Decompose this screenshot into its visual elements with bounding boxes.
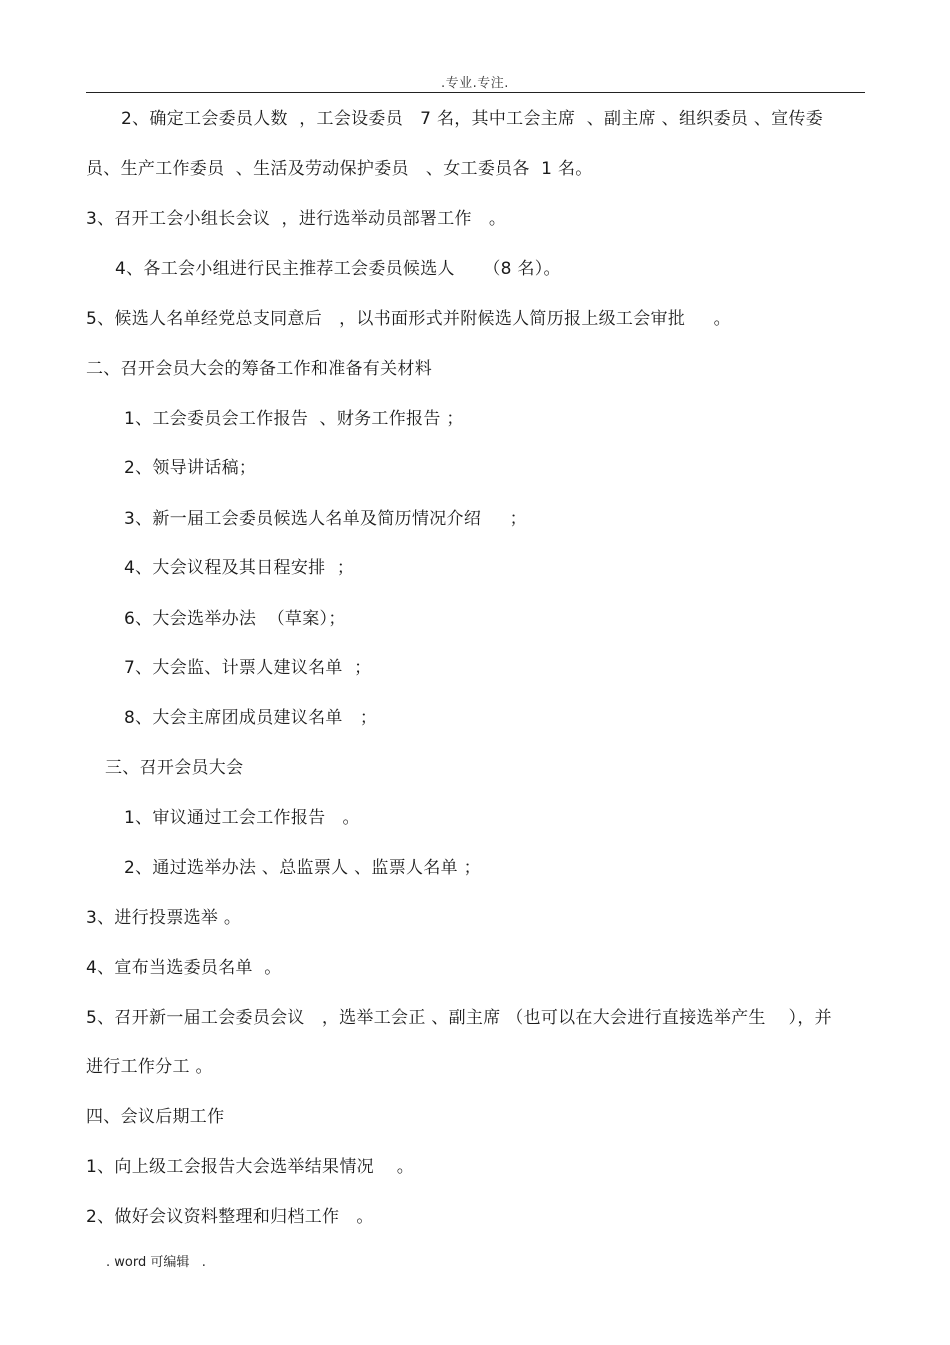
section-heading: 三、召开会员大会: [105, 758, 244, 778]
header-text: .专业.专注.: [441, 76, 509, 91]
list-item: 3、进行投票选举 。: [86, 908, 242, 928]
text-line: 员、生产工作委员 、生活及劳动保护委员 、女工委员各 1 名。: [86, 159, 593, 179]
list-item: 5、召开新一届工会委员会议 ，选举工会正 、副主席 （也可以在大会进行直接选举产生 ），并: [86, 1008, 832, 1028]
list-item: 2、领导讲话稿；: [124, 458, 257, 478]
list-item: 6、大会选举办法 （草案）；: [124, 609, 346, 629]
list-item: 1、工会委员会工作报告 、财务工作报告 ；: [124, 409, 464, 429]
page-footer: . word 可编辑 .: [106, 1255, 206, 1270]
text-line: 2、确定工会委员人数 ，工会设委员 7 名，其中工会主席 、副主席 、组织委员 、宣传委: [121, 109, 824, 129]
list-item: 8、大会主席团成员建议名单 ；: [124, 708, 378, 728]
list-item: 4、大会议程及其日程安排 ；: [124, 558, 355, 578]
text-line: 5、候选人名单经党总支同意后 ，以书面形式并附候选人简历报上级工会审批 。: [86, 309, 731, 329]
list-item: 1、审议通过工会工作报告 。: [124, 808, 360, 828]
list-item: 4、宣布当选委员名单 。: [86, 958, 282, 978]
list-item: 2、做好会议资料整理和归档工作 。: [86, 1207, 374, 1227]
list-item: 3、新一届工会委员候选人名单及简历情况介绍 ；: [124, 509, 527, 529]
text-line: 进行工作分工 。: [86, 1057, 213, 1077]
section-heading: 四、会议后期工作: [86, 1107, 225, 1127]
header-divider: [86, 92, 865, 93]
list-item: 7、大会监、计票人建议名单 ；: [124, 658, 372, 678]
list-item: 2、通过选举办法 、总监票人 、监票人名单 ；: [124, 858, 481, 878]
text-line: 4、各工会小组进行民主推荐工会委员候选人 （8 名）。: [115, 259, 561, 279]
section-heading: 二、召开会员大会的筹备工作和准备有关材料: [86, 359, 432, 379]
text-line: 3、召开工会小组长会议 ，进行选举动员部署工作 。: [86, 209, 507, 229]
list-item: 1、向上级工会报告大会选举结果情况 。: [86, 1157, 415, 1177]
